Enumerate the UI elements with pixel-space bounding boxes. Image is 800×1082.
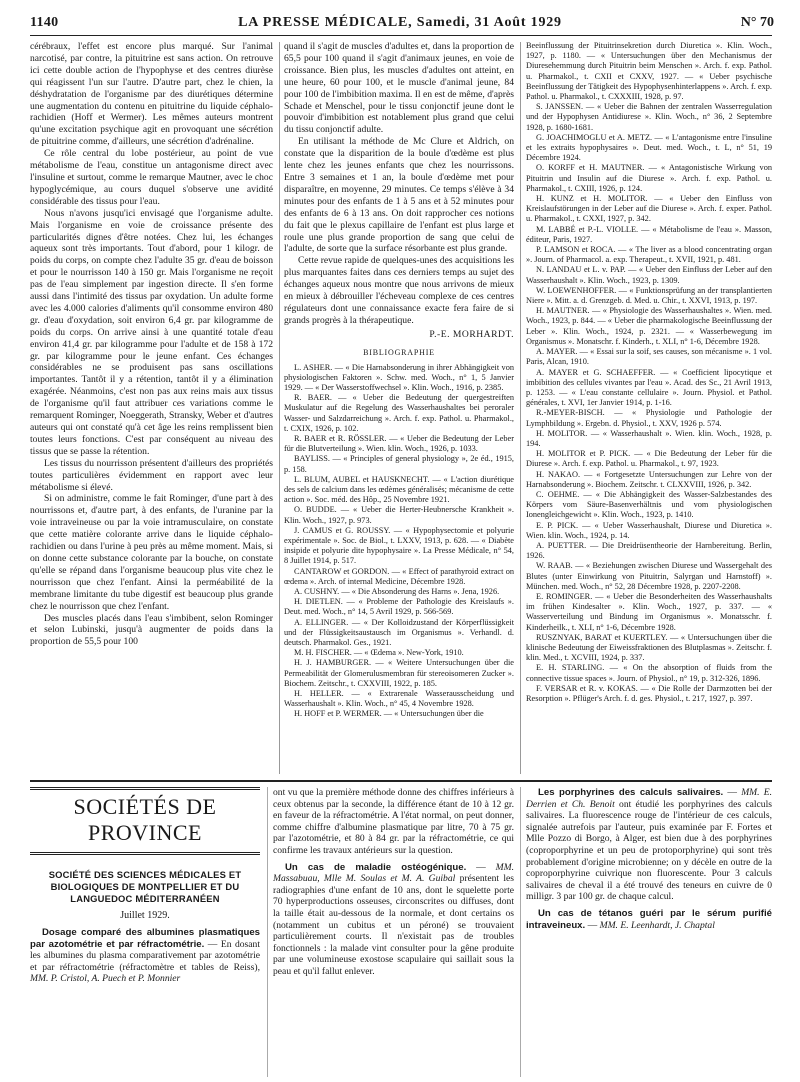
bibliography-entry: H. HELLER. — « Extrarenale Wasserausscheidung und Wasserhaushalt ». Klin. Woch., n° 45, 4 Novembre 1928. <box>284 689 514 709</box>
societes-column-3 <box>526 787 772 1079</box>
bibliography-list-continued <box>526 41 772 775</box>
column-divider <box>520 42 521 774</box>
paragraph: Des muscles placés dans l'eau s'imbibent, selon Rominger et selon Lubinski, jusqu'à augmenter de poids dans la proportion de 55,5 pour 100 <box>30 612 273 648</box>
paragraph: quand il s'agit de muscles d'adultes et, dans la proportion de 65,5 pour 100 quand il s'agit d'animaux jeunes, en voie de croissance. Bien plus, les muscles d'adultes ont atteint, en une heure, 60 pour 100, et le muscle d'animal jeune, 84 pour 100 de l'imbibition maxima. Il en est de même, d'après Schade et Menschel, pour le tissu conjonctif jeune dont le pouvoir d'imbibition est notablement plus grand que celui du tissu conjonctif adulte. <box>284 41 514 136</box>
bibliography-entry: E. H. STARLING. — « On the absorption of fluids from the connective tissue spaces ». Journ. of Physiol., n° 19, p. 312-326, 1896. <box>526 663 772 683</box>
bibliography-entry: P. LAMSON et ROCA. — « The liver as a blood concentrating organ ». Journ. of Pharmacol. a. exp. Therapeut., t. XVII, 1921, p. 481. <box>526 245 772 265</box>
article-column-2 <box>284 41 514 775</box>
bibliography-entry: C. OEHME. — « Die Abhängigkeit des Wasser-Salzbestandes des Körpers vom Säure-Basenverhältnis und vom physiologischen Ionengleichgewicht ». Klin. Woch., 1923, p. 1410. <box>526 489 772 520</box>
bibliography-entry: A. MAYER. — « Essai sur la soif, ses causes, son mécanisme ». 1 vol. Paris, Alcan, 1910. <box>526 347 772 367</box>
article-column-1 <box>30 41 273 775</box>
paragraph: Nous n'avons jusqu'ici envisagé que l'organisme adulte. Mais l'organisme en voie de croissance présente des particularités dignes d'être notées. Chez lui, les échanges aqueux sont très importants. Tout d'abord, pour 1 kilogr. de poids du corps, on compte chez l'adulte 35 gr. d'eau de boisson et pour le nourrisson 140 à 150 gr. Mais l'organisme ne reçoit pas de l'eau simplement par ingestion directe. Il s'en forme aussi dans l'intimité des tissus par oxydation. Un adulte forme avec les 4.000 calories d'aliments qu'il consomme environ 480 gr. d'eau d'oxydation, soit environ 6,4 gr. par kilogramme de poids du corps. On arrive ainsi à une quantité totale d'eau environ 41,4 gr. par kilogramme pour l'adulte et de 158 à 172 gr. par kilogramme pour le jeune enfant. Ces échanges considérables ne se produisent pas sans oscillations importantes. Tantôt il y a rétention, tantôt il y a élimination exagérée. Néanmoins, c'est non pas aux reins mais aux tissus de l'organisme qu'il faut attribuer ces variations comme le remarquent Rominger, Noeggerath, Stransky, Weber et d'autres auteurs qui ont constaté qu'à cet âge les reins remplissent bien toutes leurs fonctions. C'est par conséquent au niveau des tissus que se passe la rétention. <box>30 207 273 457</box>
bibliography-entry: H. DIETLEN. — « Probleme der Pathologie des Kreislaufs ». Deut. med. Woch., n° 14, 5 Avril 1929, p. 566-569. <box>284 597 514 617</box>
section-banner: SOCIÉTÉS DE PROVINCE <box>30 787 260 855</box>
communication-title: Un cas de maladie ostéogénique. <box>285 861 467 873</box>
bibliography-entry: O. KORFF et H. MAUTNER. — « Antagonistische Wirkung von Pituitrin und Insulin auf die Diurese ». Arch. f. exp. Pathol. u. Pharmakol., t. CXIII, 1926, p. 124. <box>526 163 772 193</box>
communication-3: Les porphyrines des calculs salivaires. — MM. E. Derrien et Ch. Benoit ont étudié les porphyrines des calculs salivaires. La fluorescence rouge de l'intérieur de ces calculs, signalée autrefois par l'auteur, puis examinée par F. Fortes et Mlle Pozzo di Borgo, à Alger, est bien due à des porphyrines (coproporphyrine et un peu de protoporphyrine) qui sont très probablement d'origine microbienne; on y décèle en outre de la coproporphyrine cuivrique non fluorescente. Pour 3 calculs salivaires de cheval il a été trouvé des teneurs en cuivre de 0 milligr. 3 par 100 gr. de chaque calcul. <box>526 787 772 903</box>
bibliography-entry: H. KUNZ et H. MOLITOR. — « Ueber den Einfluss von Kreislaufstörungen in der Leber auf die Diurese ». Arch. f. exper. Pathol. u. Pharmakol., t. CXXI, 1927, p. 342. <box>526 194 772 224</box>
bibliography-entry: CANTAROW et GORDON. — « Effect of parathyroid extract on œdema ». Arch. of internal Medicine, Décembre 1928. <box>284 566 514 586</box>
bibliography-entry: S. JANSSEN. — « Ueber die Bahnen der zentralen Wasserregulation und der Hypophysen Antidiurese ». Klin. Woch., n° 36, 2 Septembre 1928, p. 1680-1681. <box>526 102 772 132</box>
journal-title: LA PRESSE MÉDICALE, Samedi, 31 Août 1929 <box>238 15 562 30</box>
bibliography-entry: O. BUDDE. — « Ueber die Herter-Heubnersche Krankheit ». Klin. Woch., 1927, p. 973. <box>284 505 514 525</box>
column-divider <box>520 787 521 1077</box>
communication-1-continued: ont vu que la première méthode donne des chiffres inférieurs à ceux obtenus par la seconde, la différence étant de 10 à 12 gr. en faveur de la réfractométrie. A l'état normal, on peut donner, comme chiffre d'albumine plasmatique par litre, 70 à 75 gr. par l'azotométrie, et 80 à 84 gr. par la réfractométrie, ce qui confirme les travaux antérieurs sur la question. <box>273 787 514 856</box>
bibliography-entry: H. MOLITOR et P. PICK. — « Die Bedeutung der Leber für die Diurese ». Arch. f. exp. Pathol. u. Pharmakol., t. 97, 1923. <box>526 449 772 469</box>
bibliography-entry: H. NAKAO. — « Fortgesetzte Untersuchungen zur Lehre von der Harnabsonderung ». Biochem. Zeitschr. t. CLXXVIII, 1926, p. 342. <box>526 469 772 489</box>
bibliography-entry: G. JOACHIMOGLU et A. METZ. — « L'antagonisme entre l'insuline et les extraits hypophysaires ». Deut. med. Woch., t. L, n° 51, 19 Décembre 1924. <box>526 132 772 163</box>
society-name: SOCIÉTÉ DES SCIENCES MÉDICALES ET BIOLOGIQUES DE MONTPELLIER ET DU LANGUEDOC MÉDITERRANÉEN <box>48 869 242 904</box>
bibliography-entry: BAYLISS. — « Principles of general physiology », 2e éd., 1915, p. 158. <box>284 454 514 474</box>
bibliography-entry: L. ASHER. — « Die Harnabsonderung in ihrer Abhängigkeit von physiologischen Faktoren ». Schw. med. Woch., n° 1, 5 Janvier 1929. — « Der Wasserstoffwechsel ». Klin. Woch., 1916, p. 2385. <box>284 362 514 392</box>
issue-number: N° 70 <box>740 15 774 30</box>
bibliography-heading: BIBLIOGRAPHIE <box>363 347 435 357</box>
bibliography-entry: M. LABBÉ et P.-L. VIOLLE. — « Métabolisme de l'eau ». Masson, éditeur, Paris, 1927. <box>526 224 772 244</box>
paragraph: cérébraux, l'effet est encore plus marqué. Sur l'animal narcotisé, par contre, la pituitrine est sans action. On retrouve ici cette double action de l'hypophyse et des centres diurèse qui réagissent l'un sur l'autre. D'autre part, chez le chien, la déshydratation de l'organisme par des diurétiques détermine une augmentation du contenu en pituitrine du liquide céphalo-rachidien (Hoff et Wermer). Les mêmes auteurs montrent qu'une excitation psychique agit en provoquant une sécrétion de pituitrine comme, d'ailleurs, une sécrétion d'adrénaline. <box>30 41 273 148</box>
bibliography-entry: R. BAER. — « Ueber die Bedeutung der quergestreiften Muskulatur auf die Regelung des Wasserhaushaltes bei peroraler Wasser- und Salzdarreichung ». Arch. f. exp. Pathol. u. Pharmakol., t. CXIX, 1926, p. 102. <box>284 393 514 433</box>
paragraph: Les tissus du nourrisson présentent d'ailleurs des propriétés toutes particulières évidemment en rapport avec leur métabolisme si élevé. <box>30 457 273 493</box>
bibliography-entry: E. ROMINGER. — « Ueber die Besonderheiten des Wasserhaushalts im frühen Kindesalter ». Klin. Woch., 1927, p. 337. — « Wasserverteilung und Bindung im Organismus ». Monatsschr. f. Kinderheilk., t. XLI, n° 1-6, Décembre 1928. <box>526 591 772 632</box>
bibliography-entry: M. H. FISCHER. — « Œdema ». New-York, 1910. <box>294 648 464 658</box>
section-rule <box>30 780 772 782</box>
bibliography-entry: W. RAAB. — « Beziehungen zwischen Diurese und Wassergehalt des Blutes (unter Einwirkung von Pituitrin, Salyrgan und Harnstoff) ». München. med. Woch., n° 52, 28 Décembre 1928, p. 2207-2208. <box>526 561 772 591</box>
societes-section <box>30 787 260 985</box>
bibliography-entry: Beeinflussung der Pituitrinsekretion durch Diuretica ». Klin. Woch., 1927, p. 1180. — « Untersuchungen über den Mechanismus der Diuresehemmung durch Pituitrin beim Menschen ». Arch. f. exp. Pathol. u. Pharmakol., t. CXII et CXXV, 1927. — « Ueber psychische Beeinflussung der Tätigkeit des Hypophysenhinterlappens ». Arch. f. exp. Pathol. u. Pharmakol., t. CXXXIII, 1928, p. 97. <box>526 41 772 102</box>
paragraph: Si on administre, comme le fait Rominger, d'une part à des nourrissons et, d'autre part, à des enfants, de l'uranine par la voie intraveineuse ou par la voie intramusculaire, on constate que cette matière colorante arrive dans le liquide céphalo-rachidien ou dans l'urine à peu près au même moment. Mais, si on donne cette substance colorante par la bouche, on constate qu'elle se répand dans l'organisme beaucoup plus vite chez le nourrisson que chez l'enfant. Ainsi la perméabilité de la membrane limitante du tube digestif est beaucoup plus grande chez le nourrisson que chez l'enfant. <box>30 493 273 612</box>
bibliography-entry: RUSZNYAK, BARAT et KUERTLEY. — « Untersuchungen über die klinische Bedeutung der Eiweissfraktionen des Blutplasmas ». Zeitschr. f. klin. Med., t. XCVIII, 1924, p. 337. <box>526 632 772 663</box>
communication-2: Un cas de maladie ostéogénique. — MM. Massabuau, Mlle M. Soulas et M. A. Guibal présentent les radiographies d'une enfant de 10 ans, dont le squelette porte 70 hyperproductions osseuses, circonscrites ou diffuses, dont la taille était au-dessous de la normale, et dont certains os (notamment un cubitus et un péroné) se trouvaient particulièrement courts. Il n'existait pas de troubles fonctionnels : la malade vint consulter pour la gêne produite par une volumineuse exostose scapulaire qui saillait sous la peau et qu'il fallut enlever. <box>273 861 514 977</box>
communication-title: Un cas de tétanos guéri par le sérum purifié intraveineux. <box>526 907 772 931</box>
author-signature: P.-E. MORHARDT. <box>429 328 514 340</box>
societes-column-2 <box>273 787 514 1079</box>
bibliography-entry: R.-MEYER-BISCH. — « Physiologie und Pathologie der Lymphbildung ». Ergebn. d. Physiol., t. XXV, 1926 p. 574. <box>526 408 772 428</box>
communication-authors: MM. E. Leenhardt, J. Chaptal <box>599 919 715 931</box>
communication-authors: MM. Massabuau, Mlle M. Soulas et M. A. Guibal <box>273 861 514 885</box>
bibliography-entry: W. LOEWENHOFFER. — « Funktionsprüfung an der transplantierten Niere ». Mitt. a. d. Grenzgeb. d. Med. u. Chir., t. XXVI, 1913, p. 197. <box>526 285 772 306</box>
bibliography-entry: A. CUSHNY. — « Die Absonderung des Harns ». Jena, 1926. <box>294 587 500 597</box>
column-divider <box>267 787 268 1077</box>
communication-authors: MM. E. Derrien et Ch. Benoit <box>526 787 772 810</box>
session-date: Juillet 1929. <box>120 910 170 921</box>
bibliography-entry: H. J. HAMBURGER. — « Weitere Untersuchungen über die Permeabilität der Glomerulusmembran für stereoisomeren Zucker ». Biochem. Zeitschr., t. CXXVIII, 1922, p. 185. <box>284 658 514 688</box>
bibliography-entry: H. MAUTNER. — « Physiologie des Wasserhaushaltes ». Wien. med. Woch., 1923, p. 844. — « Ueber die pharmakologische Beeinflussung der Leber ». Klin. Woch., 1924, p. 2321. — « Wasserbewegung im Organismus ». Monatschr. f. Kinderh., t. XLI, n° 1-6, Décembre 1928. <box>526 306 772 346</box>
bibliography-entry: J. CAMUS et G. ROUSSY. — « Hypophysectomie et polyurie expérimentale ». Soc. de Biol., t. LXXV, 1913, p. 628. — « Diabète insipide et polyurie dite hypophysaire ». La Presse Médicale, n° 54, 8 Juillet 1914, p. 517. <box>284 525 514 566</box>
page-number: 1140 <box>30 15 59 30</box>
bibliography-entry: A. PUETTER. — Die Dreidrüsentheorie der Harnbereitung. Berlin, 1926. <box>526 540 772 561</box>
paragraph: En utilisant la méthode de Mc Clure et Aldrich, on constate que la disparition de la boule d'œdème est plus lente chez les jeunes enfants que chez les nourrissons. Entre 3 semaines et 1 an, la boule d'œdème met pour disparaître, en moyenne, 29 minutes. Ce temps s'élève à 34 minutes pour des enfants de 1 à 5 ans et à 52 minutes pour des enfants de 6 à 13 ans. On doit rapprocher ces notions du fait que le plexus capillaire de l'enfant est plus large et roule une plus grande proportion de sang que celui de l'adulte, de sorte que la surface résorbante est plus grande. <box>284 136 514 255</box>
bibliography-list <box>284 363 514 720</box>
bibliography-entry: A. ELLINGER. — « Der Kolloidzustand der Körperflüssigkeit und der Flüssigkeitsaustausch im Organismus ». Verhandl. d. deutsch. Pharmakol. Ges., 1921. <box>284 617 514 648</box>
communication-authors: MM. P. Cristol, A. Puech et P. Monnier <box>30 973 181 985</box>
paragraph: Cette revue rapide de quelques-unes des acquisitions les plus marquantes faites dans ces derniers temps au sujet des échanges aqueux nous montre que nous arrivons de mieux en mieux à débrouiller l'écheveau complexe de ces centres régulateurs dont une connaissance exacte fera faire de si grands progrès à la thérapeutique. <box>284 255 514 326</box>
header-rule <box>30 35 772 36</box>
communication-1: Dosage comparé des albumines plasmatiques par azotométrie et par réfractométrie. — En dosant les albumines du plasma comparativement par azotométrie et par réfractométrie (réfractomètre et tables de Reiss), MM. P. Cristol, A. Puech et P. Monnier <box>30 927 260 985</box>
bibliography-entry: A. MAYER et G. SCHAEFFER. — « Coefficient lipocytique et imbibition des cellules vivantes par l'eau ». Acad. des Sc., 21 Avril 1913, p. 1253. — « L'eau constante cellulaire ». Journ. Physiol. et Pathol. générales, t. XVI, 1er Janvier 1914, p. 1-16. <box>526 367 772 408</box>
bibliography-entry: F. VERSAR et R. v. KOKAS. — « Die Rolle der Darmzotten bei der Resorption ». Pflüger's Arch. f. d. ges. Physiol., t. 217, 1927, p. 397. <box>526 683 772 703</box>
bibliography-entry: N. LANDAU et L. v. PAP. — « Ueber den Einfluss der Leber auf den Wasserhaushalt ». Klin. Woch., 1923, p. 1309. <box>526 265 772 285</box>
bibliography-entry: H. HOFF et P. WERMER. — « Untersuchungen über die <box>294 709 484 719</box>
paragraph: Ce rôle central du lobe postérieur, au point de vue métabolisme de l'eau, constitue un antagonisme direct avec l'insuline et surtout, comme le remarque Mautner, avec le choc hypoglycémique, au cours duquel s'observe une avidité considérable des tissus pour l'eau. <box>30 148 273 207</box>
communication-title: Dosage comparé des albumines plasmatiques par azotométrie et par réfractométrie. <box>30 927 260 950</box>
bibliography-entry: R. BAER et R. RÖSSLER. — « Ueber die Bedeutung der Leber für die Blutverteilung ». Wien. klin. Woch., 1926, p. 1033. <box>284 433 514 454</box>
communication-4: Un cas de tétanos guéri par le sérum purifié intraveineux. — MM. E. Leenhardt, J. Chaptal <box>526 907 772 931</box>
column-divider <box>279 42 280 774</box>
bibliography-entry: L. BLUM, AUBEL et HAUSKNECHT. — « L'action diurétique des sels de calcium dans les œdèmes généralisés; mécanisme de cette action ». Soc. méd. des Hôp., 25 Novembre 1921. <box>284 474 514 505</box>
page-header <box>0 0 800 34</box>
bibliography-entry: E. P. PICK. — « Ueber Wasserhaushalt, Diurese und Diuretica ». Wien. klin. Woch., 1924, p. 14. <box>526 520 772 540</box>
communication-title: Les porphyrines des calculs salivaires. <box>538 787 724 798</box>
bibliography-entry: H. MOLITOR. — « Wasserhaushalt ». Wien. klin. Woch., 1928, p. 194. <box>526 428 772 448</box>
